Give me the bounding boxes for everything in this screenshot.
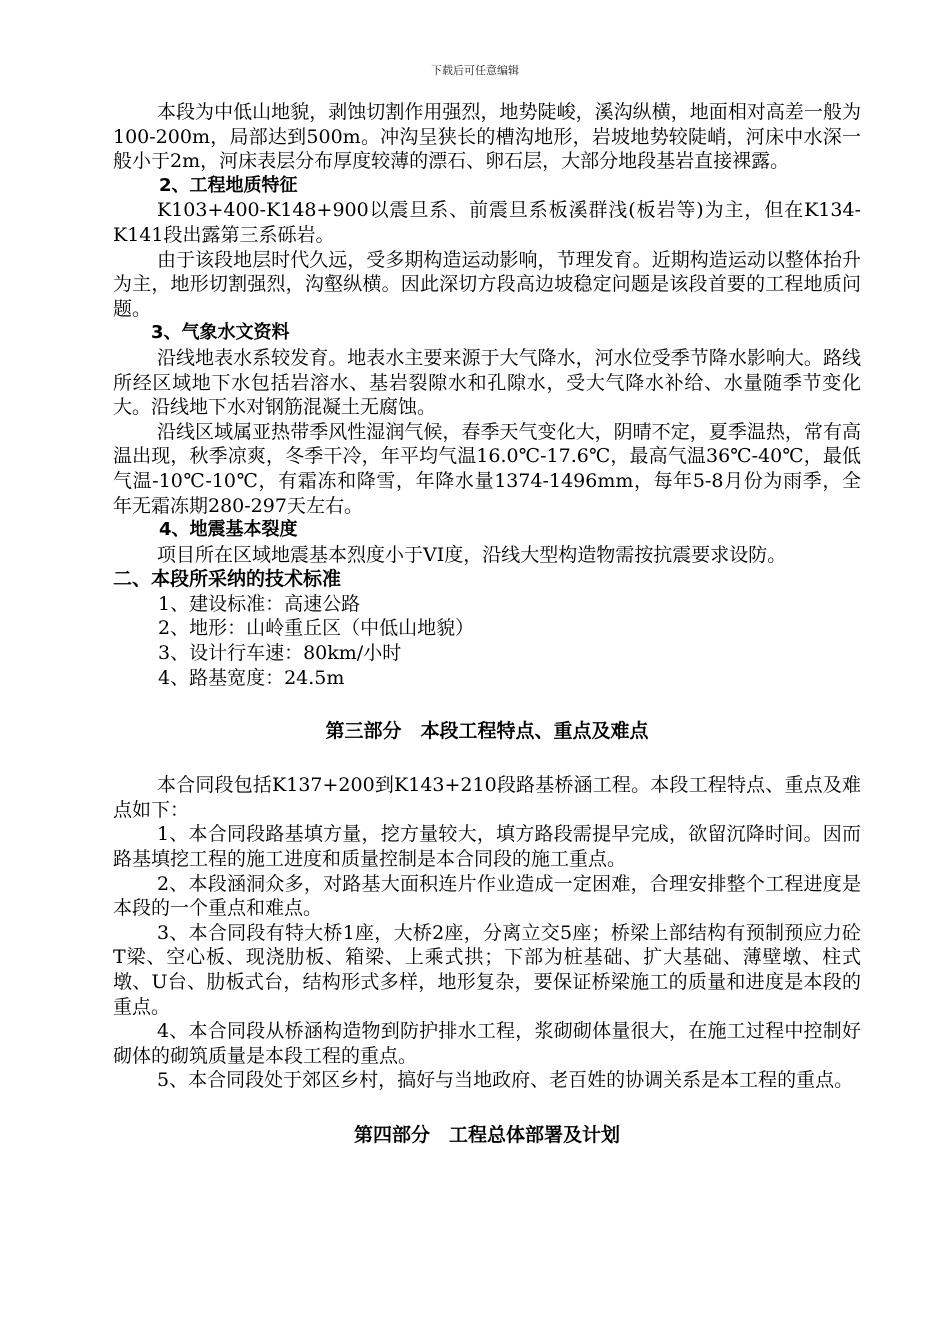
key-point-item: 1、本合同段路基填方量，挖方量较大，填方路段需提早完成，欲留沉降时间。因而路基填挖工程的施工进度和质量控制是本合同段的施工重点。: [113, 823, 861, 871]
climate-paragraph: 沿线区域属亚热带季风性湿润气候，春季天气变化大，阴晴不定，夏季温热，常有高温出现，秋季凉爽，冬季干冷，年平均气温16.0℃-17.6℃，最高气温36℃-40℃，最低气温-10℃-10℃，有霜冻和降雪，年降水量1374-1496mm，每年5-8月份为雨季，全年无霜冻期280-297天左右。: [113, 420, 861, 517]
document-body: [113, 100, 861, 1147]
standard-item: 4、路基宽度：24.5m: [158, 666, 345, 689]
part3-intro: 本合同段包括K137+200到K143+210段路基桥涵工程。本段工程特点、重点及难点如下：: [113, 774, 861, 821]
key-point-item: 4、本合同段从桥涵构造物到防护排水工程，浆砌砌体量很大，在施工过程中控制好砌体的砌筑质量是本段工程的重点。: [113, 1020, 861, 1067]
page-header-note: 下载后可任意编辑: [431, 64, 519, 77]
standard-item: 1、建设标准：高速公路: [158, 592, 361, 615]
hydrology-paragraph-1: 沿线地表水系较发育。地表水主要来源于大气降水，河水位受季节降水影响大。路线所经区域地下水包括岩溶水、基岩裂隙水和孔隙水，受大气降水补给、水量随季节变化大。沿线地下水对钢筋混凝土无腐蚀。: [113, 346, 861, 419]
key-point-item: 2、本段涵洞众多，对路基大面积连片作业造成一定困难，合理安排整个工程进度是本段的一个重点和难点。: [113, 872, 861, 920]
geology-paragraph-1: K103+400-K148+900以震旦系、前震旦系板溪群浅(板岩等)为主，但在K134-K141段出露第三系砾岩。: [113, 199, 861, 246]
hydrology-heading: 3、气象水文资料: [151, 322, 290, 344]
seismic-heading: 4、地震基本裂度: [159, 519, 298, 541]
technical-standards-heading: 二、本段所采纳的技术标准: [113, 568, 342, 591]
standard-item: 3、设计行车速：80km/小时: [158, 642, 402, 665]
geology-heading: 2、工程地质特征: [159, 174, 298, 196]
geology-paragraph-2: 由于该段地层时代久远，受多期构造运动影响，节理发育。近期构造运动以整体抬升为主，地形切割强烈，沟壑纵横。因此深切方段高边坡稳定问题是该段首要的工程地质问题。: [113, 248, 861, 320]
terrain-paragraph: 本段为中低山地貌，剥蚀切割作用强烈，地势陡峻，溪沟纵横，地面相对高差一般为100-200m，局部达到500m。冲沟呈狭长的槽沟地形，岩坡地势较陡峭，河床中水深一般小于2m，河床表层分布厚度较薄的漂石、卵石层，大部分地段基岩直接裸露。: [113, 101, 861, 173]
part4-title: 第四部分 工程总体部署及计划: [353, 1123, 620, 1146]
standard-item: 2、地形：山岭重丘区（中低山地貌）: [158, 617, 475, 640]
key-point-item: 5、本合同段处于郊区乡村，搞好与当地政府、老百姓的协调关系是本工程的重点。: [157, 1069, 854, 1092]
key-point-item: 3、本合同段有特大桥1座，大桥2座，分离立交5座；桥梁上部结构有预制预应力砼T梁、空心板、现浇肋板、箱梁、上乘式拱；下部为桩基础、扩大基础、薄壁墩、柱式墩、U台、肋板式台，结构形式多样，地形复杂，要保证桥梁施工的质量和进度是本段的重点。: [113, 921, 861, 1018]
seismic-paragraph: 项目所在区域地震基本烈度小于VI度，沿线大型构造物需按抗震要求设防。: [157, 543, 787, 566]
part3-title: 第三部分 本段工程特点、重点及难点: [325, 720, 649, 743]
